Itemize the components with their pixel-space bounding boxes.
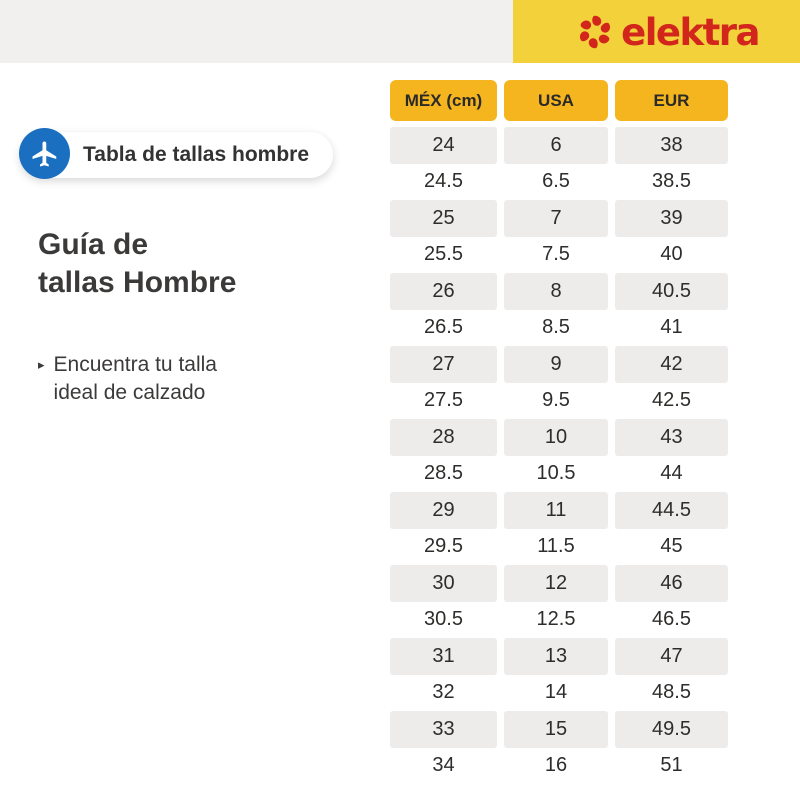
triangle-bullet-icon: ▸ [38, 357, 45, 372]
table-cell: 7.5 [504, 237, 608, 274]
table-cell: 44.5 [615, 492, 728, 529]
table-cell: 42 [615, 346, 728, 383]
table-cell: 32 [390, 675, 497, 712]
table-cell: 49.5 [615, 711, 728, 748]
table-cell: 13 [504, 638, 608, 675]
table-cell: 6.5 [504, 164, 608, 201]
brand-banner [513, 0, 800, 63]
table-cell: 31 [390, 638, 497, 675]
airplane-badge-circle [19, 128, 70, 179]
table-cell: 8.5 [504, 310, 608, 347]
table-cell: 26.5 [390, 310, 497, 347]
table-cell: 38.5 [615, 164, 728, 201]
table-cell: 11 [504, 492, 608, 529]
table-cell: 28 [390, 419, 497, 456]
table-cell: 14 [504, 675, 608, 712]
table-cell: 26 [390, 273, 497, 310]
table-cell: 30 [390, 565, 497, 602]
elektra-logo [574, 11, 759, 53]
table-cell: 10.5 [504, 456, 608, 493]
table-cell: 30.5 [390, 602, 497, 639]
size-chart-badge [20, 132, 333, 178]
table-cell: 8 [504, 273, 608, 310]
table-header-usa: USA [504, 80, 608, 121]
table-cell: 7 [504, 200, 608, 237]
top-banner [0, 0, 800, 63]
table-header-eur: EUR [615, 80, 728, 121]
table-cell: 40.5 [615, 273, 728, 310]
page-title-line2: tallas Hombre [38, 266, 237, 299]
bullet-text-line1: Encuentra tu talla [53, 353, 217, 376]
table-header-mex: MÉX (cm) [390, 80, 497, 121]
table-cell: 46.5 [615, 602, 728, 639]
table-cell: 25 [390, 200, 497, 237]
brand-name: elektra [621, 10, 759, 54]
table-cell: 44 [615, 456, 728, 493]
table-cell: 6 [504, 127, 608, 164]
table-cell: 42.5 [615, 383, 728, 420]
elektra-pinwheel-icon [574, 11, 616, 53]
table-cell: 45 [615, 529, 728, 566]
table-cell: 24.5 [390, 164, 497, 201]
table-cell: 12.5 [504, 602, 608, 639]
table-cell: 10 [504, 419, 608, 456]
badge-label: Tabla de tallas hombre [83, 143, 310, 166]
page-title [38, 226, 236, 302]
size-table [390, 80, 728, 784]
table-cell: 11.5 [504, 529, 608, 566]
table-cell: 34 [390, 748, 497, 785]
table-cell: 25.5 [390, 237, 497, 274]
top-banner-gray-strip [0, 0, 513, 63]
bullet-point [38, 351, 217, 407]
table-cell: 40 [615, 237, 728, 274]
table-cell: 12 [504, 565, 608, 602]
table-cell: 27.5 [390, 383, 497, 420]
table-cell: 48.5 [615, 675, 728, 712]
table-cell: 47 [615, 638, 728, 675]
table-cell: 38 [615, 127, 728, 164]
table-cell: 29.5 [390, 529, 497, 566]
table-cell: 24 [390, 127, 497, 164]
table-cell: 33 [390, 711, 497, 748]
table-cell: 41 [615, 310, 728, 347]
table-cell: 9 [504, 346, 608, 383]
table-cell: 46 [615, 565, 728, 602]
table-cell: 9.5 [504, 383, 608, 420]
table-cell: 27 [390, 346, 497, 383]
table-cell: 43 [615, 419, 728, 456]
table-cell: 15 [504, 711, 608, 748]
bullet-text [54, 351, 217, 407]
bullet-text-line2: ideal de calzado [53, 381, 206, 404]
table-cell: 51 [615, 748, 728, 785]
table-cell: 39 [615, 200, 728, 237]
table-cell: 29 [390, 492, 497, 529]
table-cell: 28.5 [390, 456, 497, 493]
table-cell: 16 [504, 748, 608, 785]
page-title-line1: Guía de [38, 228, 149, 261]
airplane-icon [30, 139, 60, 169]
